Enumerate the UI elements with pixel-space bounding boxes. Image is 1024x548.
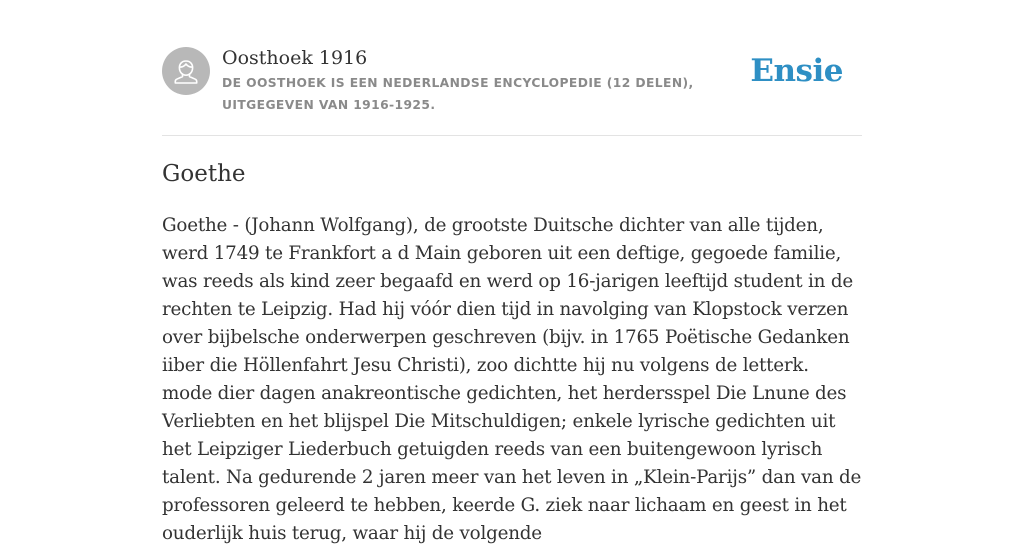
header-divider	[162, 135, 862, 136]
article-title: Goethe	[162, 161, 246, 187]
ensie-logo-link[interactable]: Ensie	[750, 53, 843, 89]
user-placeholder-icon[interactable]	[162, 47, 210, 95]
article-body: Goethe - (Johann Wolfgang), de grootste Duitsche dichter van alle tijden, werd 1749 te Frankfort a d Main geboren uit een deftige, gegoede familie, was reeds als kind zeer begaafd en werd op 16-jarigen leeftijd student in de rechten te Leipzig. Had hij vóór dien tijd in navolging van Klopstock verzen over bijbelsche onderwerpen geschreven (bijv. in 1765 Poëtische Gedanken iiber die Höllenfahrt Jesu Christi), zoo dichtte hij nu volgens de letterk. mode dier dagen anakreontische gedichten, het herdersspel Die Lnune des Verliebten en het blijspel Die Mitschuldigen; enkele lyrische gedichten uit het Leipziger Liederbuch getuigden reeds van een buitengewoon lyrisch talent. Na gedurende 2 jaren meer van het leven in „Klein-Parijs” dan van de professoren geleerd te hebben, keerde G. ziek naar lichaam en geest in het ouderlijk huis terug, waar hij de volgende	[162, 215, 862, 544]
source-description: DE OOSTHOEK IS EEN NEDERLANDSE ENCYCLOPEDIE (12 DELEN), UITGEGEVEN VAN 1916-1925.	[222, 76, 694, 112]
source-title[interactable]: Oosthoek 1916	[222, 47, 368, 69]
source-header	[162, 46, 862, 136]
